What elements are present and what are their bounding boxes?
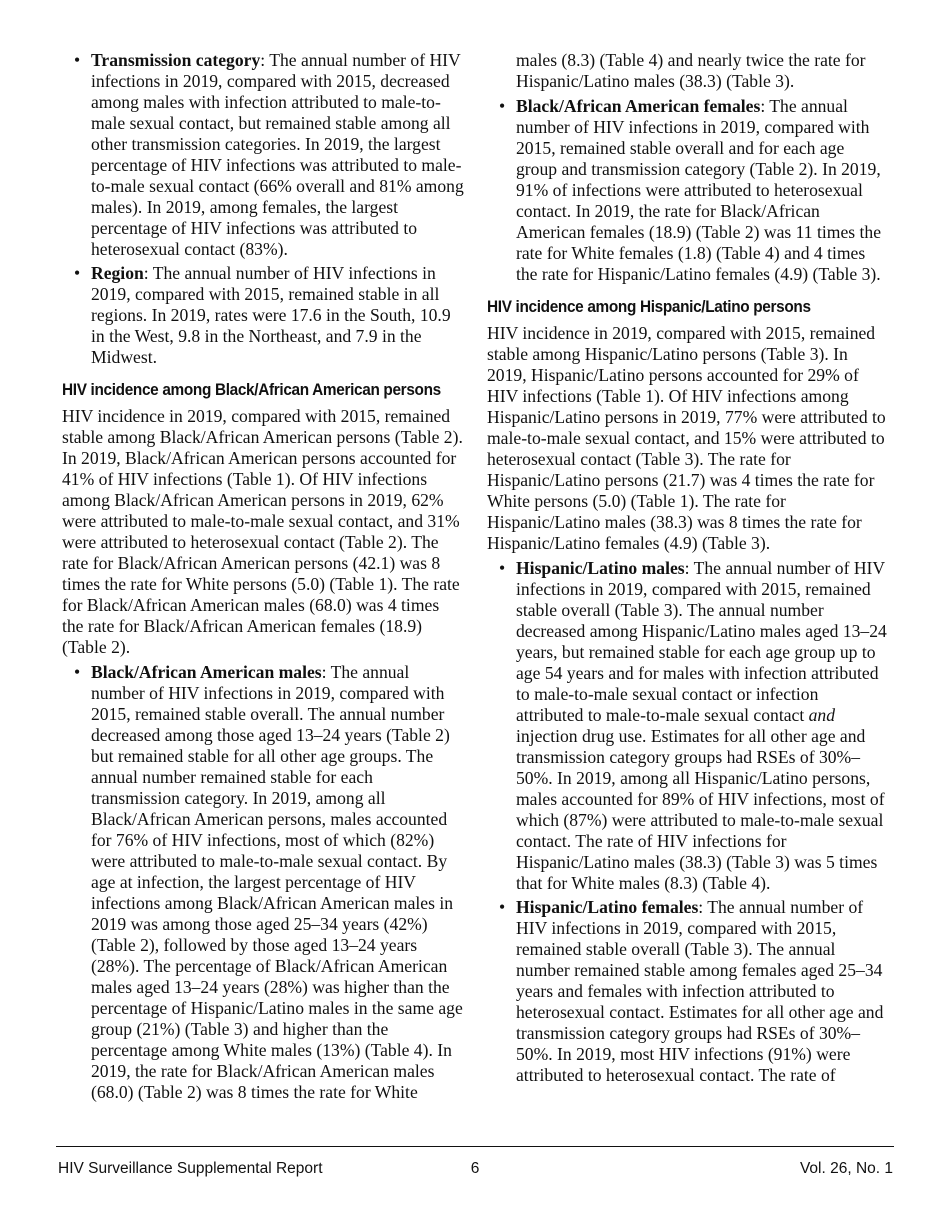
body-paragraph: HIV incidence in 2019, compared with 2015, remained stable among Hispanic/Latino persons (Table 3). In 2019, Hispanic/Latino persons accounted for 29% of HIV infections (Table 1). Of HIV infections among Hispanic/Latino persons in 2019, 77% were attributed to male-to-male sexual contact, and 15% were attributed to heterosexual contact (Table 3). The rate for Hispanic/Latino persons (21.7) was 4 times the rate for White persons (5.0) (Table 1). The rate for Hispanic/Latino males (38.3) was 8 times the rate for Hispanic/Latino females (4.9) (Table 3). [487,323,886,553]
bullet-title: Hispanic/Latino females [516,897,699,917]
footer-report-title: HIV Surveillance Supplemental Report [58,1160,323,1177]
bullet-text: : The annual number of HIV infections in 2019, compared with 2015, remained stable overall (Table 3). The annual number decreased among Hispanic/Latino males aged 13–24 years, but remained stable for each age group up to age 54 years and for males with infection attributed to male-to-male sexual contact or infection attributed to male-to-male sexual contact [516,558,887,725]
section-heading-hispanic-latino: HIV incidence among Hispanic/Latino persons [487,298,811,316]
bullet-text: : The annual number of HIV infections in 2019, compared with 2015, decreased among males with infection attributed to male-to-male sexual contact, but remained stable among all other transmission categories. In 2019, the largest percentage of HIV infections was attributed to male-to-male sexual contact (66% overall and 81% among males). In 2019, among females, the largest percentage of HIV infections was attributed to heterosexual contact (83%). [91,50,464,259]
section-heading-black-african-american: HIV incidence among Black/African American persons [62,381,441,399]
list-item-black-males [62,662,464,1103]
right-column [487,50,889,1089]
footer-volume: Vol. 26, No. 1 [799,1160,893,1177]
list-item-transmission-category [62,50,464,260]
list-item-hispanic-males [487,558,889,894]
bullet-icon: • [499,897,506,917]
bullet-title: Region [91,263,144,283]
bullet-list [487,558,889,1086]
bullet-icon: • [74,662,81,682]
footer-divider [56,1146,894,1147]
continued-bullet-text: males (8.3) (Table 4) and nearly twice the rate for Hispanic/Latino males (38.3) (Table 3). [516,50,866,91]
bullet-icon: • [499,96,506,116]
bullet-list [62,50,464,368]
list-item-hispanic-females [487,897,889,1086]
bullet-list [487,96,889,285]
bullet-text: : The annual number of HIV infections in 2019, compared with 2015, remained stable overall. The annual number decreased among those aged 13–24 years (Table 2) but remained stable for all other age groups. The annual number remained stable for each transmission category. In 2019, among all Black/African American persons, males accounted for 76% of HIV infections, most of which (82%) were attributed to male-to-male sexual contact. By age at infection, the largest percentage of HIV infections among Black/African American males in 2019 was among those aged 25–34 years (42%) (Table 2), followed by those aged 13–24 years (28%). The percentage of Black/African American males aged 13–24 years (28%) was higher than the percentage of Hispanic/Latino males in the same age group (21%) (Table 3) and higher than the percentage among White males (13%) (Table 4). In 2019, the rate for Black/African American males (68.0) (Table 2) was 8 times the rate for White [91,662,463,1102]
footer-page-number: 6 [470,1160,480,1177]
emphasis-text: and [808,705,836,725]
bullet-title: Transmission category [91,50,261,70]
bullet-icon: • [499,558,506,578]
left-column [62,50,464,1106]
list-item-region [62,263,464,368]
bullet-title: Hispanic/Latino males [516,558,685,578]
bullet-text: : The annual number of HIV infections in 2019, compared with 2015, remained stable in all regions. In 2019, rates were 17.6 in the South, 10.9 in the West, 9.8 in the Northeast, and 7.9 in the Midwest. [91,263,451,367]
bullet-icon: • [74,263,81,283]
body-paragraph: HIV incidence in 2019, compared with 2015, remained stable among Black/African American persons (Table 2). In 2019, Black/African American persons accounted for 41% of HIV infections (Table 1). Of HIV infections among Black/African American persons in 2019, 62% were attributed to male-to-male sexual contact, and 31% were attributed to heterosexual contact (Table 2). The rate for Black/African American persons (42.1) was 8 times the rate for White persons (5.0) (Table 1). The rate for Black/African American males (68.0) was 4 times the rate for Black/African American females (18.9) (Table 2). [62,406,463,657]
bullet-icon: • [74,50,81,70]
bullet-text: : The annual number of HIV infections in 2019, compared with 2015, remained stable overall (Table 3). The annual number remained stable among females aged 25–34 years and females with infection attributed to heterosexual contact. Estimates for all other age and transmission category groups had RSEs of 30%–50%. In 2019, most HIV infections (91%) were attributed to heterosexual contact. The rate of [516,897,884,1085]
list-item-black-females [487,96,889,285]
bullet-title: Black/African American females [516,96,761,116]
bullet-text: injection drug use. Estimates for all other age and transmission category groups had RSEs of 30%–50%. In 2019, among all Hispanic/Latino persons, males accounted for 89% of HIV infections, most of which (87%) were attributed to male-to-male sexual contact. The rate of HIV infections for Hispanic/Latino males (38.3) (Table 3) was 5 times that for White males (8.3) (Table 4). [516,726,885,893]
bullet-list [62,662,464,1103]
bullet-title: Black/African American males [91,662,322,682]
bullet-text: : The annual number of HIV infections in 2019, compared with 2015, remained stable overall and for each age group and transmission category (Table 2). In 2019, 91% of infections were attributed to heterosexual contact. In 2019, the rate for Black/African American females (18.9) (Table 2) was 11 times the rate for White females (1.8) (Table 4) and 4 times the rate for Hispanic/Latino females (4.9) (Table 3). [516,96,882,284]
